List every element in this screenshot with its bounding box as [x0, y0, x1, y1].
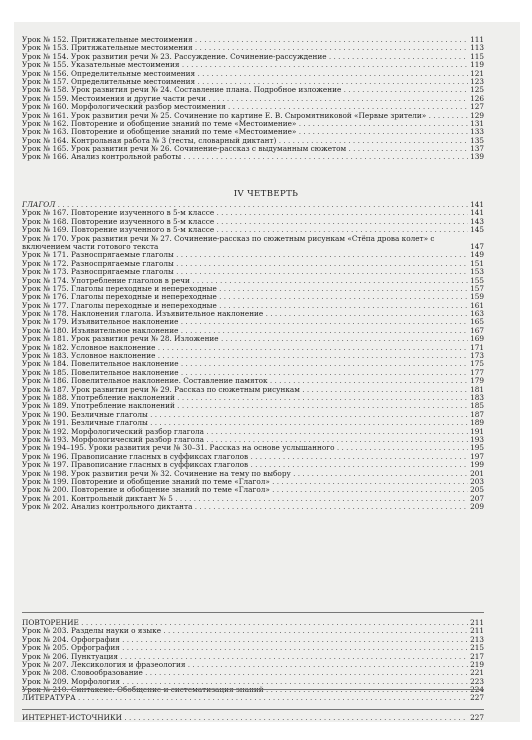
- literature-entry: ЛИТЕРАТУРА . . . 227: [22, 694, 484, 702]
- toc-entry-page: 143: [470, 216, 484, 226]
- toc-entry: [22, 53, 484, 61]
- toc-entry: [22, 411, 484, 419]
- toc-entry-title: Урок № 157. Определительные местоимения . . .: [22, 78, 468, 86]
- toc-entry-page: 171: [470, 342, 484, 352]
- toc-internet: [22, 714, 484, 722]
- toc-entry-title: Урок № 164. Контрольная работа № 3 (тесты, словарный диктант) . . .: [22, 137, 468, 145]
- toc-entry-page: 165: [470, 317, 484, 327]
- toc-entry: [22, 335, 484, 343]
- toc-entry-title: Урок № 175. Глаголы переходные и непереходные . . .: [22, 285, 468, 293]
- toc-entry-title: Урок № 168. Повторение изученного в 5-м классе . . .: [22, 218, 468, 226]
- toc-entry-page: 169: [470, 334, 484, 344]
- toc-entry: [22, 112, 484, 120]
- toc-entry: [22, 70, 484, 78]
- toc-entry-page: 224: [470, 685, 484, 695]
- toc-entry: [22, 495, 484, 503]
- toc-entry: [22, 369, 484, 377]
- toc-entry-title: Урок № 209. Морфология . . .: [22, 678, 468, 686]
- toc-entry: [22, 36, 484, 44]
- toc-entry-title: Урок № 184. Повелительное наклонение . . .: [22, 360, 468, 368]
- toc-entry-page: 115: [470, 51, 484, 61]
- toc-entry: [22, 678, 484, 686]
- toc-entry-title: Урок № 189. Употребление наклонений . . .: [22, 402, 468, 410]
- toc-entry-title: Урок № 201. Контрольный диктант № 5 . . .: [22, 495, 468, 503]
- toc-entry: [22, 268, 484, 276]
- toc-entry-page: 219: [470, 659, 484, 669]
- toc-entry-page: 149: [470, 250, 484, 260]
- toc-entry: [22, 302, 484, 310]
- toc-entry-page: 187: [470, 409, 484, 419]
- toc-entry: [22, 661, 484, 669]
- section-divider: [22, 612, 484, 613]
- toc-entry-page: 213: [470, 634, 484, 644]
- toc-entry: [22, 644, 484, 652]
- toc-entry-page: 139: [470, 152, 484, 162]
- toc-entry-title: Урок № 197. Правописание гласных в суффиксах глаголов . . .: [22, 461, 468, 469]
- toc-entry-title: Урок № 207. Лексикология и фразеология . . .: [22, 661, 468, 669]
- toc-entry-page: 126: [470, 93, 484, 103]
- toc-entry-page: 185: [470, 401, 484, 411]
- toc-entry-page: 177: [470, 367, 484, 377]
- toc-entry-page: 123: [470, 76, 484, 86]
- toc-entry-page: 181: [470, 384, 484, 394]
- toc-entry-title: Урок № 177. Глаголы переходные и непереходные . . .: [22, 302, 468, 310]
- section-divider: [22, 689, 484, 690]
- toc-literature: [22, 694, 484, 702]
- toc-entry: [22, 120, 484, 128]
- toc-entry-page: 195: [470, 443, 484, 453]
- toc-entry-page: 145: [470, 225, 484, 235]
- toc-entry: [22, 461, 484, 469]
- toc-entry-title: Урок № 182. Условное наклонение . . .: [22, 344, 468, 352]
- toc-entry-page: 199: [470, 460, 484, 470]
- toc-entry: [22, 251, 484, 259]
- toc-entry-title: Урок № 154. Урок развития речи № 23. Рассуждение. Сочинение-рассуждение . . .: [22, 53, 468, 61]
- toc-entry-title: Урок № 172. Разноспрягаемые глаголы . . .: [22, 260, 468, 268]
- toc-entry: [22, 153, 484, 161]
- toc-entry: [22, 78, 484, 86]
- toc-entry: [22, 428, 484, 436]
- toc-entry: [22, 352, 484, 360]
- toc-entry-page: 167: [470, 325, 484, 335]
- toc-entry: [22, 386, 484, 394]
- toc-entry-page: 193: [470, 434, 484, 444]
- toc-entry-title: Урок № 185. Повелительное наклонение . . .: [22, 369, 468, 377]
- toc-entry: [22, 394, 484, 402]
- toc-entry-page: 197: [470, 451, 484, 461]
- toc-entry-title: Урок № 193. Морфологический разбор глагола . . .: [22, 436, 468, 444]
- toc-entry-page: 135: [470, 135, 484, 145]
- toc-entry: [22, 444, 484, 452]
- toc-entry: [22, 453, 484, 461]
- internet-entry: ИНТЕРНЕТ-ИСТОЧНИКИ . . . 227: [22, 714, 484, 722]
- toc-entry: [22, 653, 484, 661]
- toc-entry: [22, 209, 484, 217]
- toc-entry-title: Урок № 202. Анализ контрольного диктанта . . .: [22, 503, 468, 511]
- toc-entry-page: 119: [470, 60, 484, 70]
- section-divider: [22, 709, 484, 710]
- toc-entry-title: Урок № 205. Орфография . . .: [22, 644, 468, 652]
- toc-entry-title: Урок № 208. Словообразование . . .: [22, 669, 468, 677]
- toc-entry-title: Урок № 180. Изъявительное наклонение . . .: [22, 327, 468, 335]
- toc-entry-title: Урок № 158. Урок развития речи № 24. Составление плана. Подробное изложение . . .: [22, 86, 468, 94]
- toc-entry-title: Урок № 183. Условное наклонение . . .: [22, 352, 468, 360]
- toc-entry: [22, 669, 484, 677]
- toc-entry-page: 183: [470, 393, 484, 402]
- toc-entry-title: Урок № 155. Указательные местоимения . . .: [22, 61, 468, 69]
- toc-entry: [22, 103, 484, 111]
- toc-entry-page: 147: [470, 241, 484, 251]
- toc-entry-page: 161: [470, 300, 484, 310]
- toc-entry-title: Урок № 190. Безличные глаголы . . .: [22, 411, 468, 419]
- toc-entry-page: 121: [470, 68, 484, 78]
- toc-entry-page: 211: [470, 626, 484, 636]
- toc-entry-title: Урок № 159. Местоимения и другие части речи . . .: [22, 95, 468, 103]
- toc-entry-title: Урок № 152. Притяжательные местоимения . . .: [22, 36, 468, 44]
- toc-entry-page: 137: [470, 144, 484, 154]
- toc-entry-page: 153: [470, 267, 484, 277]
- toc-entry-title: Урок № 161. Урок развития речи № 25. Сочинение по картине Е. В. Сыромятниковой «Первые зрители» . . .: [22, 112, 468, 120]
- toc-entry-title: Урок № 204. Орфография . . .: [22, 636, 468, 644]
- toc-entry: [22, 145, 484, 153]
- toc-entry: [22, 86, 484, 94]
- toc-entry-title: Урок № 206. Пунктуация . . .: [22, 653, 468, 661]
- toc-entry-title: Урок № 200. Повторение и обобщение знаний по теме «Глагол» . . .: [22, 486, 468, 494]
- toc-entry: [22, 470, 484, 478]
- toc-entry-page: 223: [470, 676, 484, 686]
- toc-entry: [22, 285, 484, 293]
- toc-entry-page: 173: [470, 351, 484, 361]
- toc-entry-page: 113: [470, 43, 484, 53]
- toc-entry-title: Урок № 162. Повторение и обобщение знаний по теме «Местоимение» . . .: [22, 120, 468, 128]
- toc-entry-title: Урок № 210. Синтаксис. Обобщение и систематизация знаний . . .: [22, 686, 468, 694]
- toc-entry-page: 175: [470, 359, 484, 369]
- toc-entry-page: 151: [470, 258, 484, 268]
- toc-entry: [22, 44, 484, 52]
- toc-entry: [22, 478, 484, 486]
- toc-entry-page: 191: [470, 426, 484, 436]
- toc-entry-title: Урок № 199. Повторение и обобщение знаний по теме «Глагол» . . .: [22, 478, 468, 486]
- toc-review-section: [22, 619, 484, 695]
- toc-entry: [22, 503, 484, 511]
- toc-entry-title: Урок № 156. Определительные местоимения . . .: [22, 70, 468, 78]
- toc-entry-title: Урок № 192. Морфологический разбор глагола . . .: [22, 428, 468, 436]
- toc-entry-title: Урок № 173. Разноспрягаемые глаголы . . .: [22, 268, 468, 276]
- toc-entry-page: 209: [470, 502, 484, 512]
- toc-entry-page: 157: [470, 283, 484, 293]
- toc-entry: [22, 235, 484, 252]
- toc-entry-page: 133: [470, 127, 484, 137]
- toc-entry: [22, 277, 484, 285]
- toc-entry-title: Урок № 170. Урок развития речи № 27. Сочинение-рассказ по сюжетным рисункам «Стёпа дрова колет» с включением части готового текста: [22, 233, 435, 251]
- toc-entry: [22, 293, 484, 301]
- toc-entry: [22, 436, 484, 444]
- toc-entry-title: Урок № 163. Повторение и обобщение знаний по теме «Местоимение» . . .: [22, 128, 468, 136]
- toc-verb-section: [22, 201, 484, 511]
- toc-entry-page: 179: [470, 376, 484, 386]
- toc-entry-title: Урок № 166. Анализ контрольной работы . . .: [22, 153, 468, 161]
- toc-entry-title: Урок № 198. Урок развития речи № 32. Сочинение на тему по выбору . . .: [22, 470, 468, 478]
- toc-entry-title: Урок № 196. Правописание гласных в суффиксах глаголов . . .: [22, 453, 468, 461]
- toc-entry: [22, 61, 484, 69]
- toc-entry-page: 217: [470, 651, 484, 661]
- toc-entry-page: 127: [470, 102, 484, 112]
- toc-entry: [22, 95, 484, 103]
- toc-entry-title: Урок № 153. Притяжательные местоимения . . .: [22, 44, 468, 52]
- toc-entry: [22, 344, 484, 352]
- toc-section-iii-end: [22, 36, 484, 162]
- toc-entry: [22, 402, 484, 410]
- toc-entry-page: 215: [470, 643, 484, 653]
- toc-entry: [22, 260, 484, 268]
- review-heading: ПОВТОРЕНИЕ . . . 211: [22, 619, 484, 627]
- toc-entry: [22, 419, 484, 427]
- toc-entry-title: Урок № 178. Наклонения глагола. Изъявительное наклонение . . .: [22, 310, 468, 318]
- toc-entry: [22, 128, 484, 136]
- toc-entry: [22, 360, 484, 368]
- toc-entry-title: Урок № 176. Глаголы переходные и непереходные . . .: [22, 293, 468, 301]
- toc-entry-title: Урок № 179. Изъявительное наклонение . . .: [22, 318, 468, 326]
- toc-entry-title: Урок № 194–195. Уроки развития речи № 30–31. Рассказ на основе услышанного . . .: [22, 444, 468, 452]
- toc-entry: [22, 627, 484, 635]
- toc-entry-page: 205: [470, 485, 484, 495]
- toc-entry: [22, 636, 484, 644]
- toc-entry: [22, 486, 484, 494]
- toc-entry-title: Урок № 187. Урок развития речи № 29. Рассказ по сюжетным рисункам . . .: [22, 386, 468, 394]
- toc-entry-page: 163: [470, 309, 484, 319]
- toc-entry-title: Урок № 165. Урок развития речи № 26. Сочинение-рассказ с выдуманным сюжетом . . .: [22, 145, 468, 153]
- verb-heading: ГЛАГОЛ . . . 141: [22, 201, 484, 209]
- toc-entry-page: 125: [470, 85, 484, 95]
- toc-entry: [22, 310, 484, 318]
- toc-entry-page: 111: [470, 34, 484, 44]
- toc-entry: [22, 137, 484, 145]
- toc-entry-title: Урок № 186. Повелительное наклонение. Составление памяток . . .: [22, 377, 468, 385]
- toc-entry-title: Урок № 167. Повторение изученного в 5-м классе . . .: [22, 209, 468, 217]
- toc-entry: [22, 218, 484, 226]
- toc-entry-title: Урок № 188. Употребление наклонений . . .: [22, 394, 468, 402]
- toc-entry-page: 221: [470, 668, 484, 678]
- toc-entry-page: 203: [470, 476, 484, 486]
- toc-entry-title: Урок № 191. Безличные глаголы . . .: [22, 419, 468, 427]
- toc-entry-title: Урок № 171. Разноспрягаемые глаголы . . .: [22, 251, 468, 259]
- toc-entry-title: Урок № 169. Повторение изученного в 5-м классе . . .: [22, 226, 468, 234]
- toc-entry-title: Урок № 181. Урок развития речи № 28. Изложение . . .: [22, 335, 468, 343]
- toc-entry-page: 207: [470, 493, 484, 503]
- toc-entry-page: 155: [470, 275, 484, 285]
- toc-entry-page: 189: [470, 418, 484, 428]
- toc-entry: [22, 377, 484, 385]
- toc-entry-page: 159: [470, 292, 484, 302]
- toc-entry: [22, 319, 484, 327]
- toc-entry-page: 129: [470, 110, 484, 120]
- toc-entry-title: Урок № 203. Разделы науки о языке . . .: [22, 627, 468, 635]
- quarter-title: IV ЧЕТВЕРТЬ: [233, 189, 299, 199]
- toc-entry-title: Урок № 160. Морфологический разбор местоимения . . .: [22, 103, 468, 111]
- toc-entry-page: 141: [470, 208, 484, 218]
- toc-entry: [22, 327, 484, 335]
- toc-entry-page: 201: [470, 468, 484, 478]
- toc-entry-title: Урок № 174. Употребление глаголов в речи . . .: [22, 277, 468, 285]
- toc-entry-page: 131: [470, 118, 484, 128]
